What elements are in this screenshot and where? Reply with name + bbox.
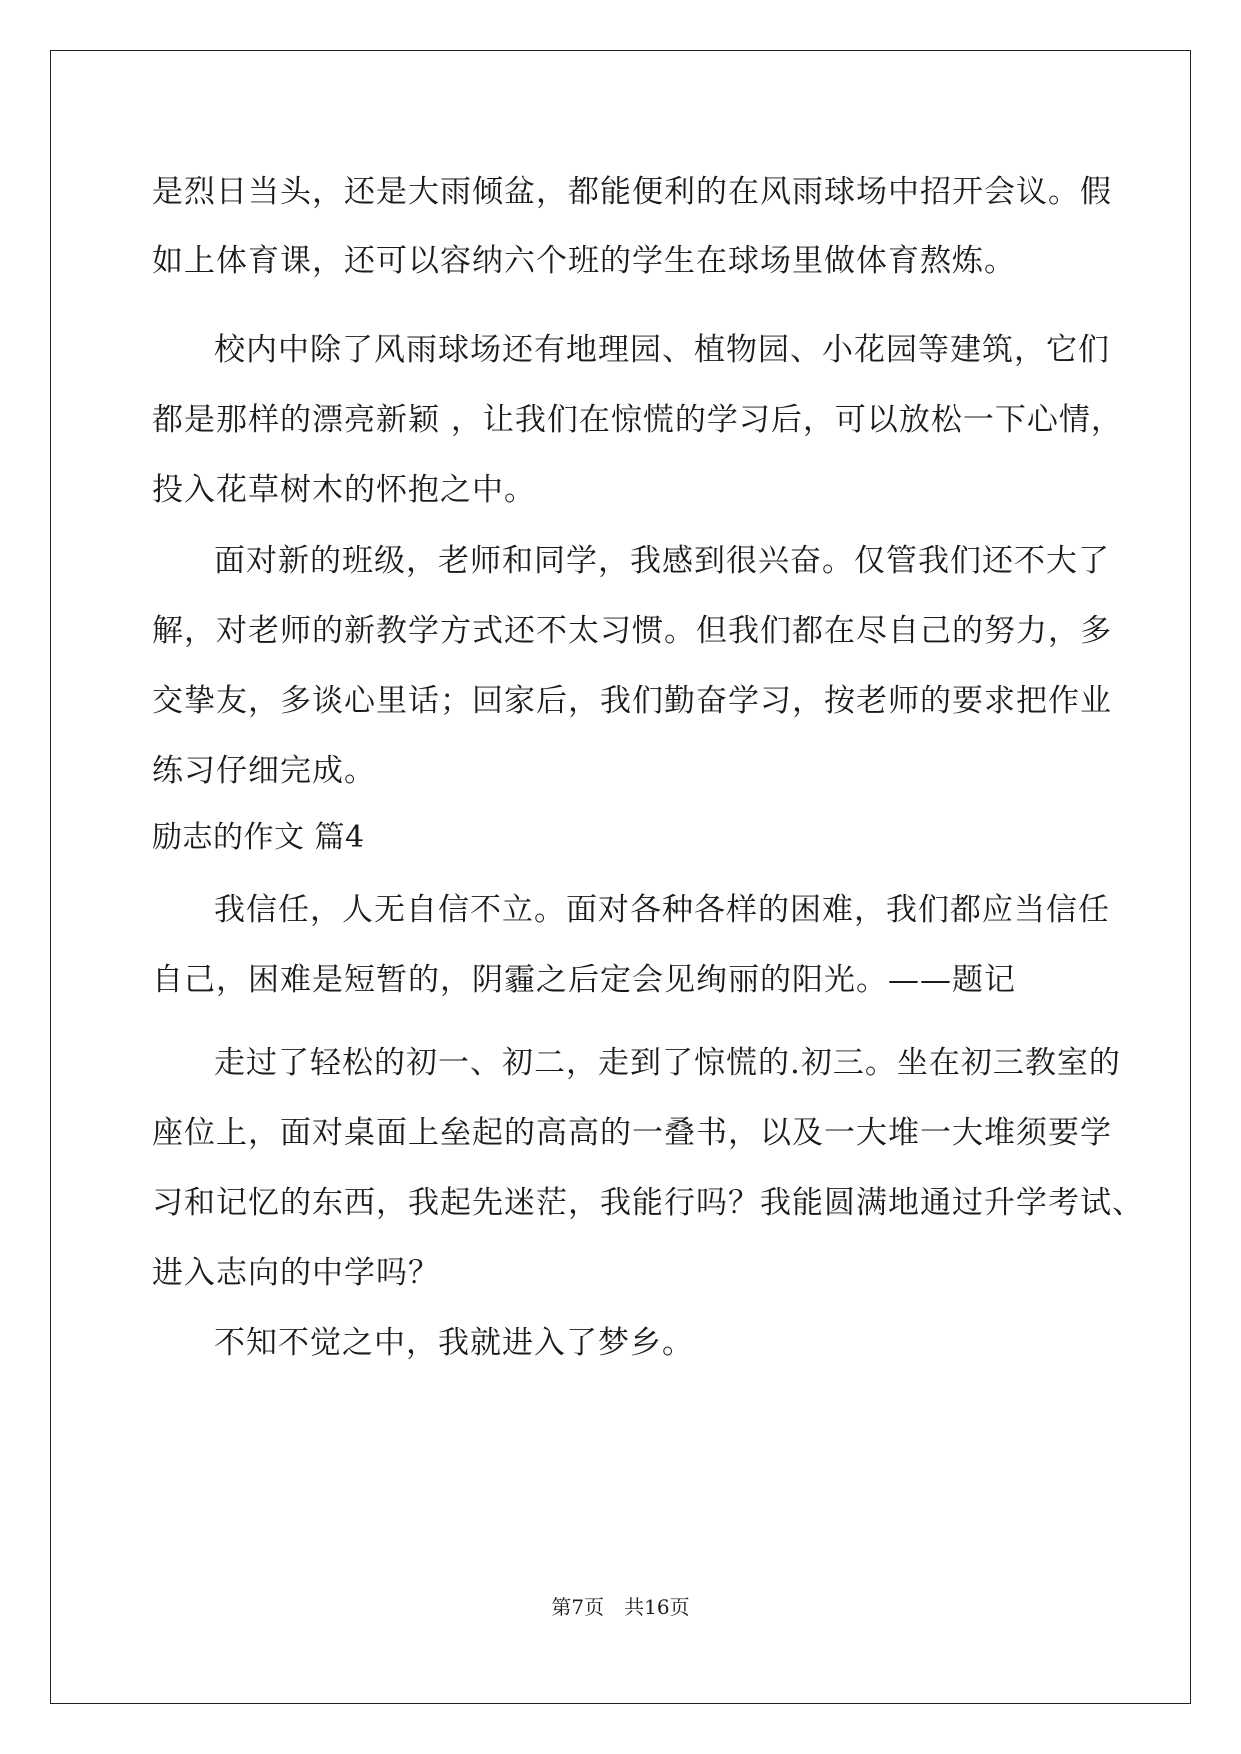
paragraph-first-line: 校内中除了风雨球场还有地理园、植物园、小花园等建筑，它们 (214, 332, 1110, 368)
paragraph-first-line: 不知不觉之中，我就进入了梦乡。 (214, 1325, 694, 1361)
paragraph-first-line: 面对新的班级，老师和同学，我感到很兴奋。仅管我们还不大了 (214, 543, 1110, 579)
body-text-line: 交挚友，多谈心里话；回家后，我们勤奋学习，按老师的要求把作业 (152, 683, 1112, 719)
page-number-footer: 第7页 共16页 (551, 1595, 690, 1619)
body-text-line: 如上体育课，还可以容纳六个班的学生在球场里做体育熬炼。 (152, 243, 1016, 279)
body-text-line: 座位上，面对桌面上垒起的高高的一叠书，以及一大堆一大堆须要学 (152, 1115, 1112, 1151)
section-heading: 励志的作文 篇4 (152, 820, 365, 855)
body-text-line: 是烈日当头，还是大雨倾盆，都能便利的在风雨球场中招开会议。假 (152, 174, 1112, 210)
body-text-line: 自己，困难是短暂的，阴霾之后定会见绚丽的阳光。——题记 (152, 962, 1016, 998)
body-text-line: 习和记忆的东西，我起先迷茫，我能行吗？我能圆满地通过升学考试、 (152, 1185, 1144, 1221)
body-text-line: 练习仔细完成。 (152, 753, 376, 789)
body-text-line: 进入志向的中学吗？ (152, 1255, 440, 1291)
page-border (50, 50, 1191, 1704)
body-text-line: 都是那样的漂亮新颖 ，让我们在惊慌的学习后，可以放松一下心情， (152, 402, 1123, 438)
body-text-line: 解，对老师的新教学方式还不太习惯。但我们都在尽自己的努力，多 (152, 613, 1112, 649)
paragraph-first-line: 我信任，人无自信不立。面对各种各样的困难，我们都应当信任 (214, 892, 1110, 928)
paragraph-first-line: 走过了轻松的初一、初二，走到了惊慌的.初三。坐在初三教室的 (214, 1045, 1121, 1081)
body-text-line: 投入花草树木的怀抱之中。 (152, 472, 536, 508)
